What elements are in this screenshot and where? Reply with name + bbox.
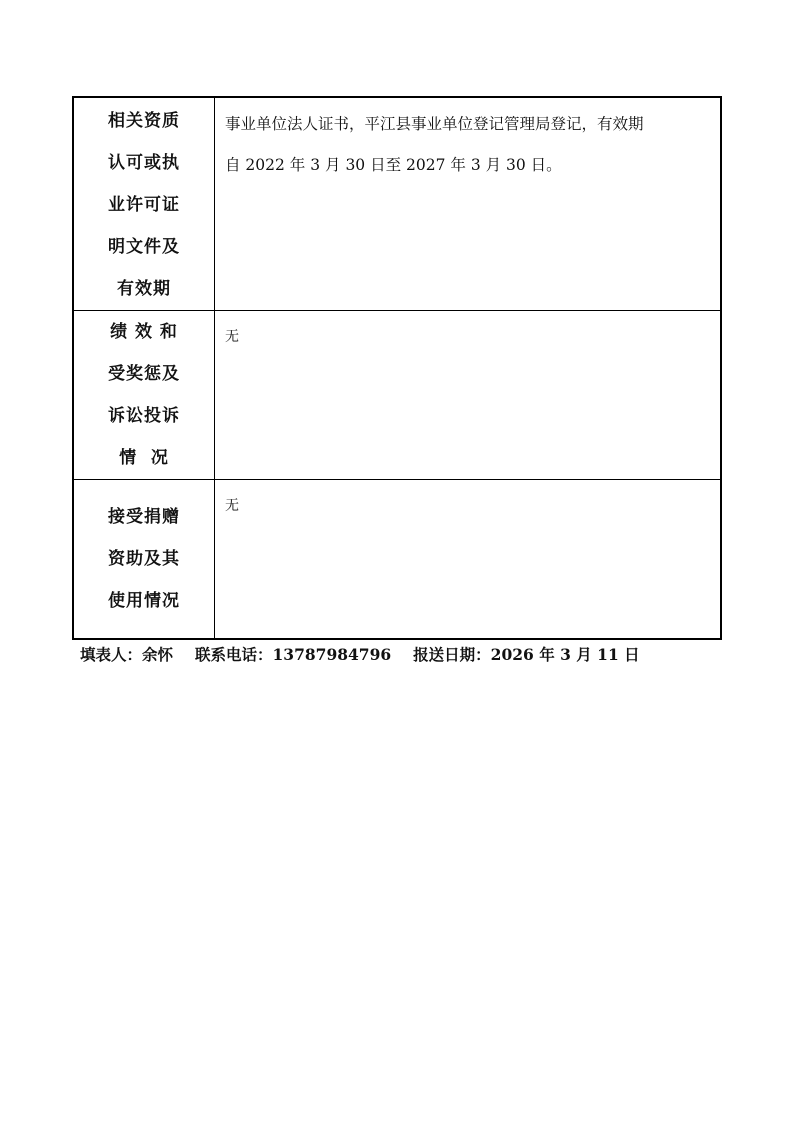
row-value-performance [215, 311, 722, 480]
row-label-qualification [73, 97, 215, 311]
row-value-qualification [215, 97, 722, 311]
label-line: 受奖惩及 [108, 364, 180, 384]
row-label-donations [73, 480, 215, 639]
value-line: 无 [225, 329, 239, 345]
label-line: 使用情况 [108, 591, 180, 611]
label-line: 相关资质 [108, 111, 180, 131]
label-line: 认可或执 [108, 153, 180, 173]
form-footer [80, 643, 760, 665]
table-row [73, 97, 721, 311]
label-line: 诉讼投诉 [108, 406, 180, 426]
label-line: 绩 效 和 [110, 322, 178, 342]
value-line: 自 2022 年 3 月 30 日至 2027 年 3 月 30 日。 [225, 156, 562, 174]
label-line: 业许可证 [108, 195, 180, 215]
table-row [73, 311, 721, 480]
label-line: 明文件及 [108, 237, 180, 257]
row-value-donations [215, 480, 722, 639]
value-line: 无 [225, 498, 239, 514]
info-form-table [72, 96, 722, 640]
label-line: 接受捐赠 [108, 507, 180, 527]
filler-name: 填表人：余怀 [80, 645, 174, 664]
row-label-performance [73, 311, 215, 480]
label-line: 情 况 [119, 448, 169, 468]
table-row [73, 480, 721, 639]
value-line: 事业单位法人证书，平江县事业单位登记管理局登记，有效期 [225, 115, 644, 133]
label-line: 有效期 [117, 279, 171, 299]
contact-phone: 联系电话：13787984796 [195, 645, 392, 664]
report-date: 报送日期：2026 年 3 月 11 日 [413, 645, 640, 664]
label-line: 资助及其 [108, 549, 180, 569]
